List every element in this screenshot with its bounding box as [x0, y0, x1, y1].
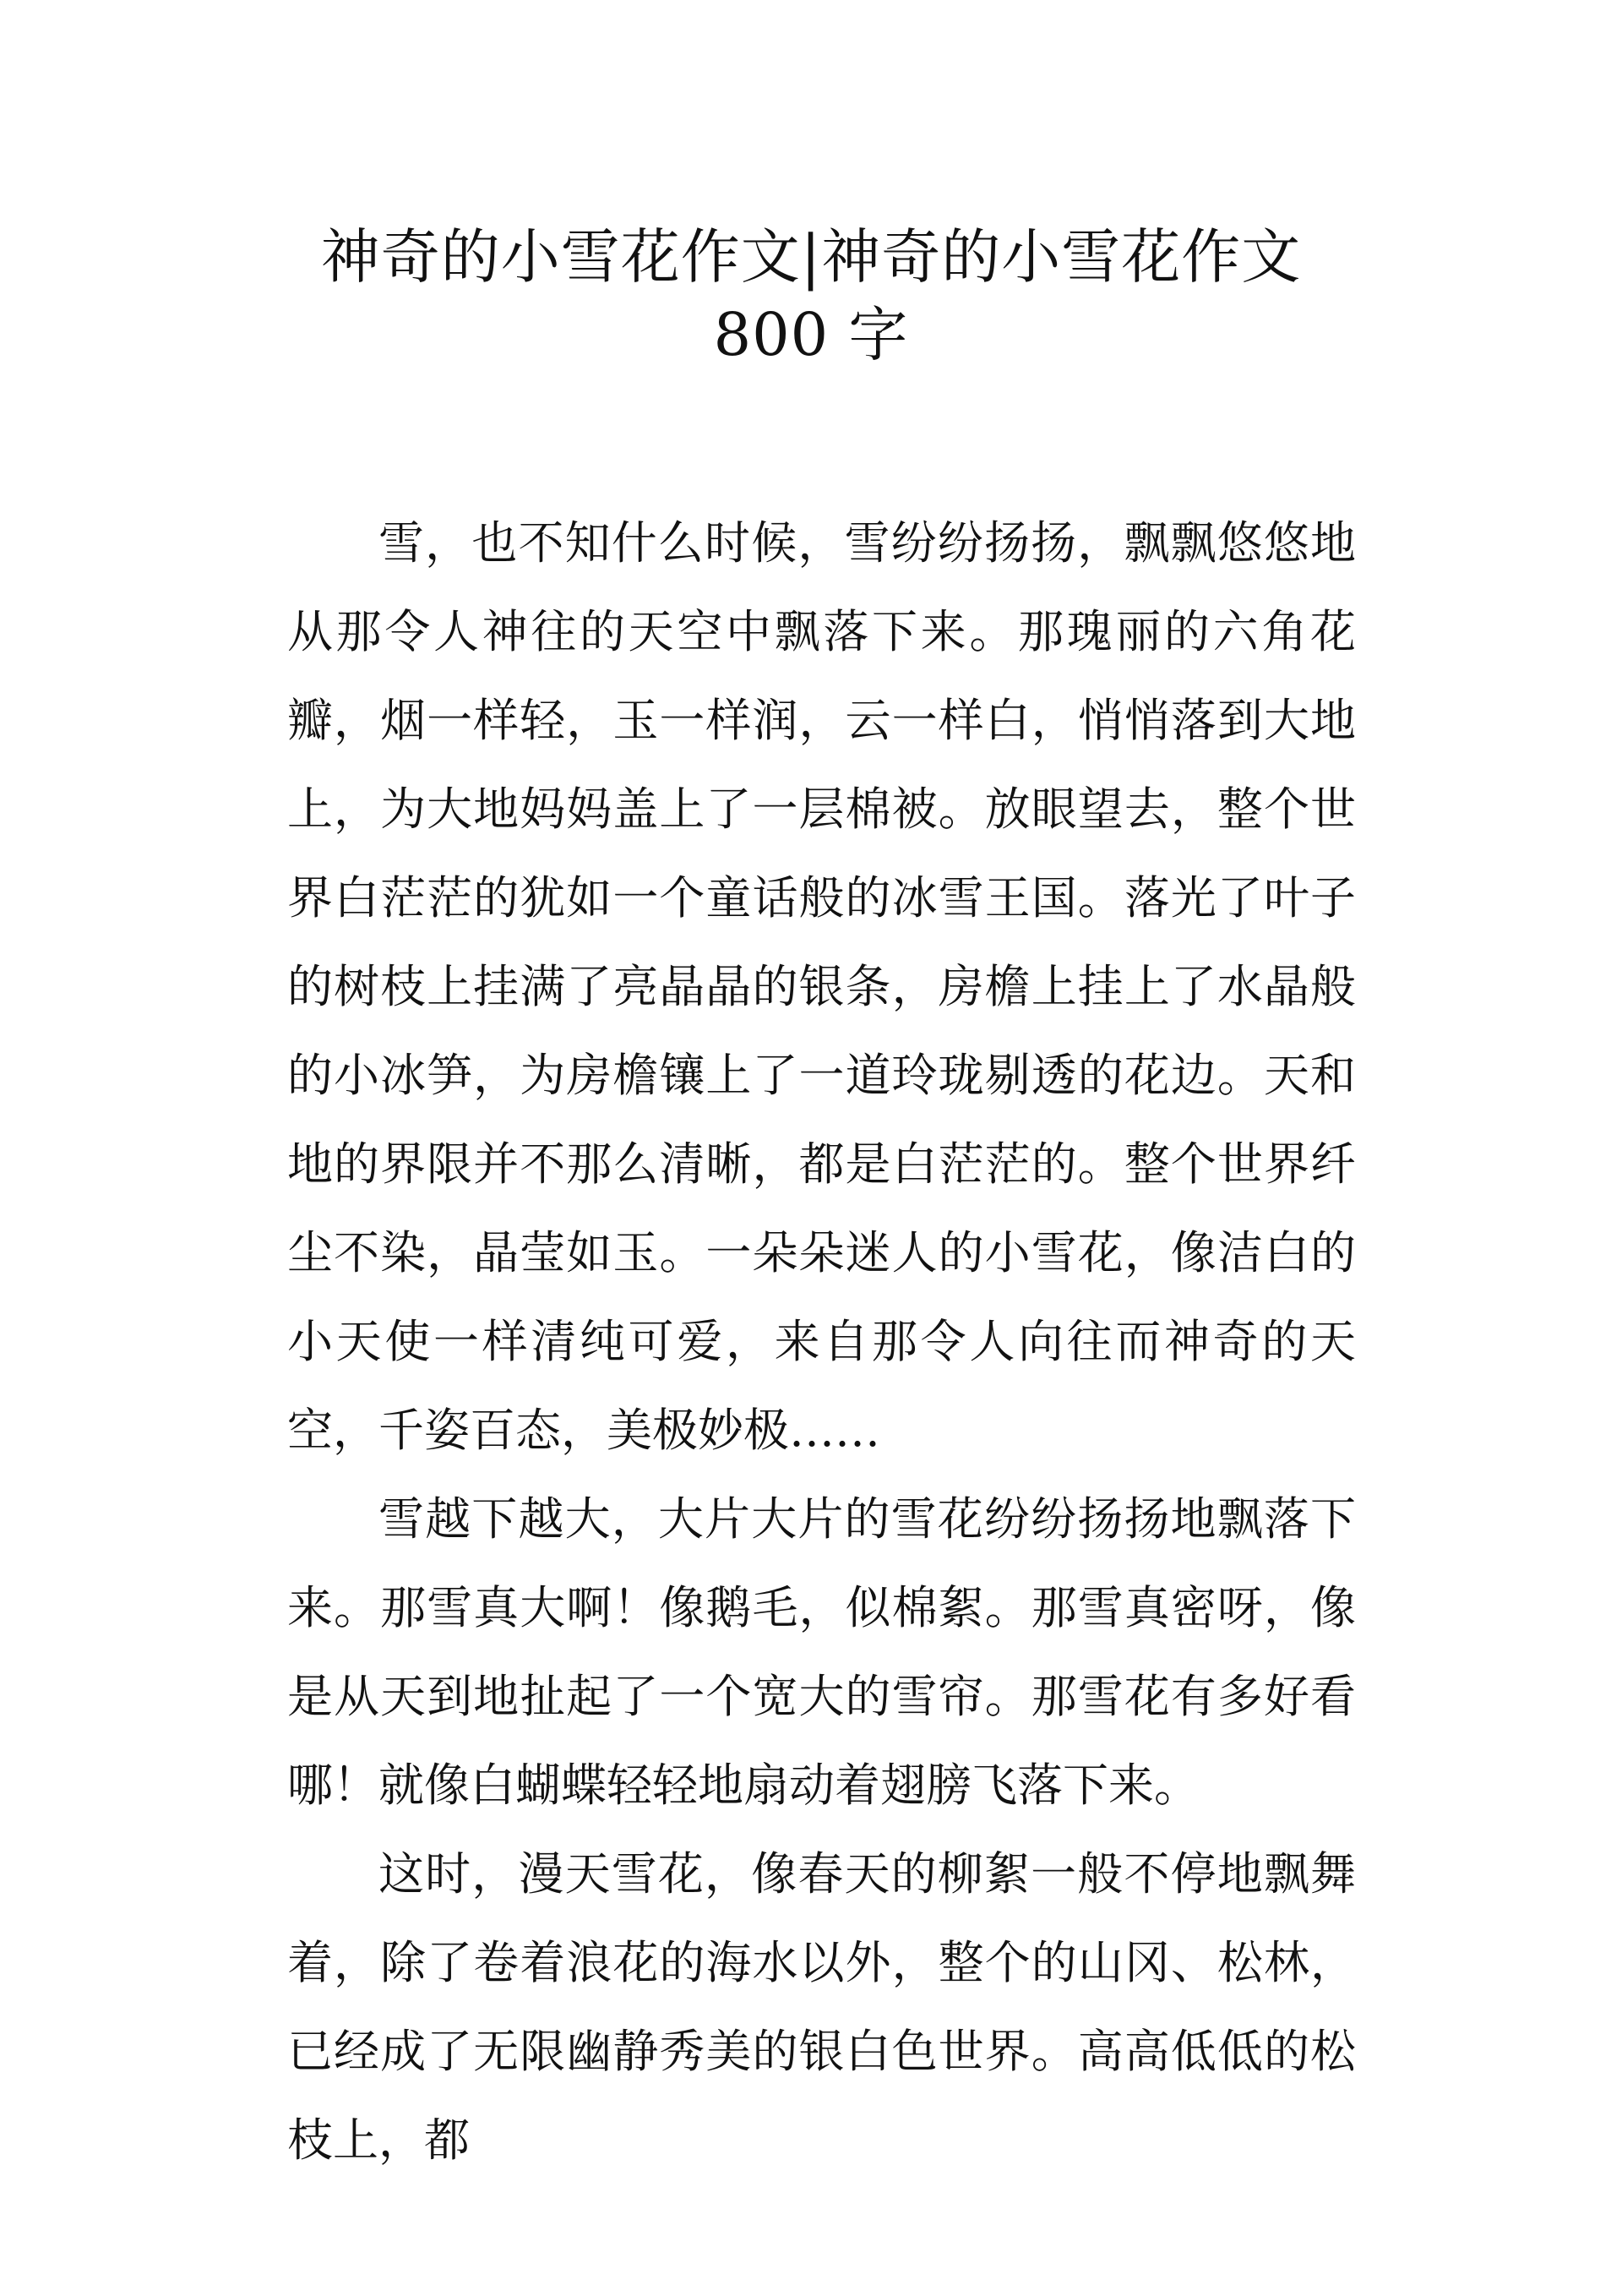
- paragraph-1: 雪，也不知什么时候，雪纷纷扬扬，飘飘悠悠地从那令人神往的天空中飘落下来。那瑰丽的六角花瓣，烟一样轻，玉一样润，云一样白，悄悄落到大地上，为大地妈妈盖上了一层棉被。放眼望去，整个世界白茫茫的犹如一个童话般的冰雪王国。落光了叶子的树枝上挂满了亮晶晶的银条，房檐上挂上了水晶般的小冰笋，为房檐镶上了一道玲珑剔透的花边。天和地的界限并不那么清晰，都是白茫茫的。整个世界纤尘不染，晶莹如玉。一朵朵迷人的小雪花，像洁白的小天使一样清纯可爱，来自那令人向往而神奇的天空，千姿百态，美极妙极……: [287, 516, 1356, 1457]
- document-body: [287, 499, 1356, 2184]
- paragraph-2: 雪越下越大，大片大片的雪花纷纷扬扬地飘落下来。那雪真大啊！像鹅毛，似棉絮。那雪真密呀，像是从天到地扯起了一个宽大的雪帘。那雪花有多好看哪！就像白蝴蝶轻轻地扇动着翅膀飞落下来。: [287, 1492, 1356, 1812]
- paragraph-3: 这时，漫天雪花，像春天的柳絮一般不停地飘舞着，除了卷着浪花的海水以外，整个的山冈、松林，已经成了无限幽静秀美的银白色世界。高高低低的松枝上，都: [287, 1847, 1356, 2167]
- title-line-2: 800 字: [713, 300, 909, 369]
- title-line-1: 神奇的小雪花作文|神奇的小雪花作文: [320, 222, 1302, 292]
- document-title: [279, 218, 1343, 374]
